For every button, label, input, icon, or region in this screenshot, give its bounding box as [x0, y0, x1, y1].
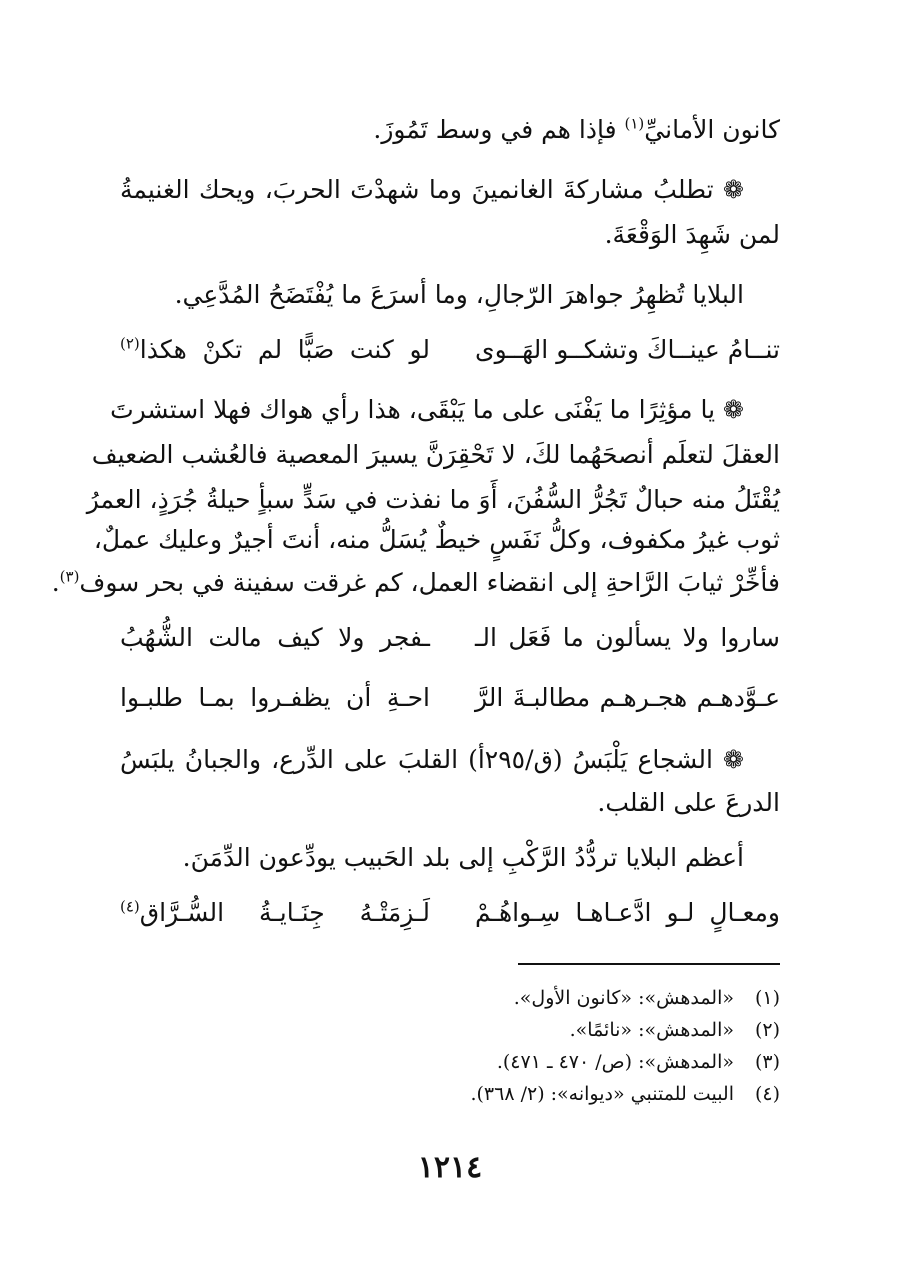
page-number: ١٢١٤ — [417, 1150, 483, 1185]
footnote-text: «المدهش»: «كانون الأول». — [513, 987, 734, 1009]
verse-1-hemistich-1: تنــامُ عينــاكَ وتشكــو الهَــوى — [475, 335, 780, 364]
footnote-number: (٣) — [754, 1051, 780, 1073]
verse-2-hemistich-1: ساروا ولا يسألون ما فَعَل الـ — [475, 623, 780, 652]
text-line-15: أعظم البلايا تردُّدُ الرَّكْبِ إلى بلد الحَبيب يودِّعون الدِّمَنَ. — [182, 843, 744, 872]
line-10-end: . — [51, 568, 60, 597]
footnote-text: «المدهش»: «نائمًا». — [569, 1019, 734, 1041]
page — [51, 0, 780, 1271]
footnote-text: البيت للمتنبي «ديوانه»: (٢/ ٣٦٨). — [470, 1083, 734, 1105]
text-line-4: البلايا تُظهِرُ جواهرَ الرّجالِ، وما أسرَعَ ما يُفْتَضَحُ المُدَّعِي. — [174, 280, 744, 309]
text-line-9: ثوب غيرُ مكفوف، وكلُّ نَفَسٍ خيطٌ يُسَلُّ منه، أنتَ أجيرٌ وعليك عملٌ، — [93, 525, 780, 554]
verse-4-h2-text: لَـزِمَتْـهُ جِنَـايـةُ السُّـرَّاق — [139, 898, 430, 927]
footnote-number: (٢) — [754, 1019, 780, 1041]
text-line-2: ❁ تطلبُ مشاركةَ الغانمينَ وما شهدْتَ الحربَ، ويحك الغنيمةُ — [120, 175, 744, 204]
verse-4-hemistich-1: ومعـالٍ لـو ادَّعـاهـا سِـواهُـمْ — [475, 898, 780, 927]
text-line-8: يُقْتَلُ منه حبالٌ تَجُرُّ السُّفُنَ، أَوَ ما نفذت في سَدٍّ سبأٍ حيلةُ جُرَذٍ، العمرُ — [86, 485, 780, 514]
line-10-text: فأخِّرْ ثيابَ الرَّاحةِ إلى انقضاء العمل، كم غرقت سفينة في بحر سوف — [79, 568, 780, 597]
footnote-text: «المدهش»: (ص/ ٤٧٠ ـ ٤٧١). — [496, 1051, 734, 1073]
verse-3-hemistich-1: عـوَّدهـم هجـرهـم مطالبـةَ الرَّ — [475, 683, 780, 712]
text-line-13: ❁ الشجاع يَلْبَسُ (ق/٢٩٥أ) القلبَ على الدِّرع، والجبانُ يلبَسُ — [120, 745, 744, 774]
line-1-text: كانون الأمانيِّ — [644, 115, 780, 144]
footnote-ref-2: (٢) — [120, 334, 140, 353]
text-line-3: لمن شَهِدَ الوَقْعَةَ. — [604, 220, 780, 249]
footnote-1 — [120, 985, 780, 1011]
footnote-ref-1: (١) — [624, 114, 645, 133]
verse-1-hemistich-2 — [120, 335, 430, 365]
footnote-number: (٤) — [754, 1083, 780, 1105]
footnote-ref-3: (٣) — [59, 567, 80, 586]
footnote-number: (١) — [754, 987, 780, 1009]
text-line-10 — [51, 567, 780, 598]
footnote-3 — [120, 1049, 780, 1075]
footnote-4 — [120, 1081, 780, 1107]
verse-1-h2-text: لو كنت صَبًّا لم تكنْ هكذا — [139, 335, 430, 364]
verse-2-hemistich-2: ـفجر ولا كيف مالت الشُّهُبُ — [120, 623, 430, 652]
footnote-2 — [120, 1017, 780, 1043]
footnote-ref-4: (٤) — [120, 897, 140, 916]
footnote-separator — [518, 963, 780, 965]
text-line-14: الدرعَ على القلب. — [597, 788, 780, 817]
verse-4-hemistich-2 — [120, 898, 430, 928]
text-line-1 — [120, 115, 780, 145]
text-line-6: ❁ يا مؤثِرًا ما يَفْنَى على ما يَبْقَى، هذا رأي هواك فهلا استشرتَ — [110, 395, 744, 424]
verse-3-hemistich-2: احـةِ أن يظفـروا بمـا طلبـوا — [120, 683, 430, 712]
text-line-7: العقلَ لتعلَم أنصحَهُما لكَ، لا تَحْقِرَنَّ يسيرَ المعصية فالعُشب الضعيف — [91, 440, 780, 469]
line-1-end: فإذا هم في وسط تَمُوزَ. — [373, 115, 625, 144]
